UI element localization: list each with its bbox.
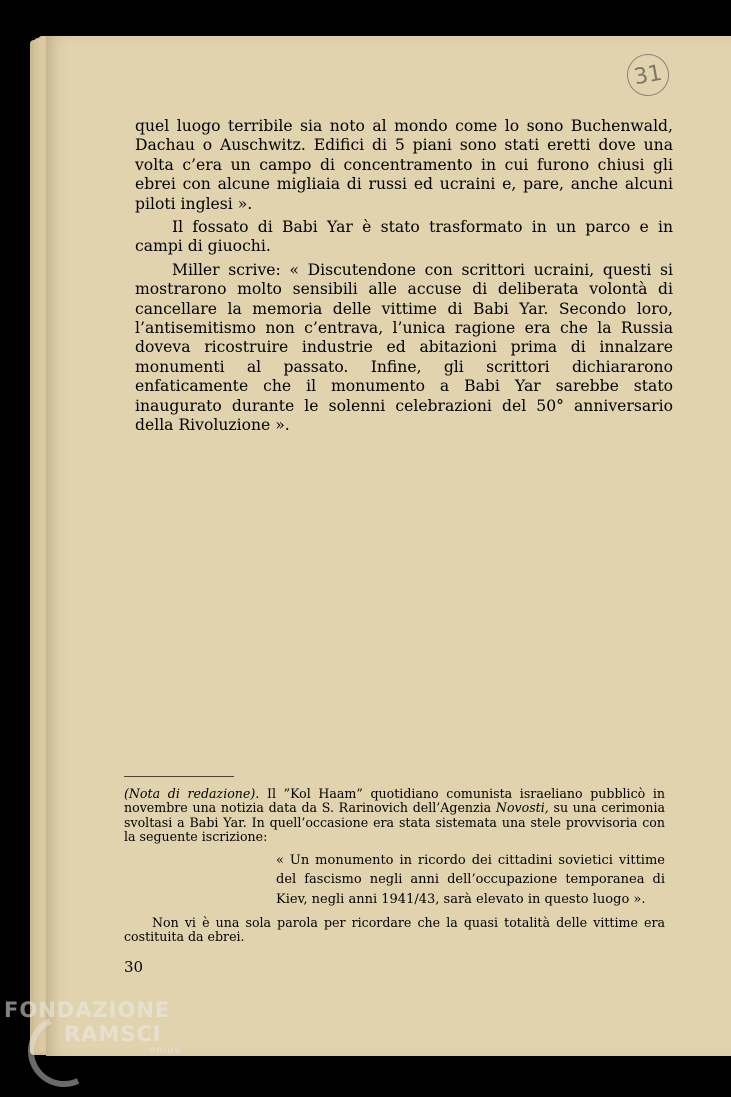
footnote: [124, 787, 665, 945]
watermark: [4, 998, 181, 1056]
body-text: [135, 117, 673, 436]
archive-stamp-number: 31: [624, 51, 673, 100]
footnote-label: (Nota di redazione).: [124, 786, 260, 801]
footnote-agency: Novosti,: [495, 800, 549, 816]
watermark-line: onlus: [149, 1045, 181, 1056]
footnote-text: su una cerimonia svoltasi a Babi Yar. In quell’occasione era stata sistemata una stele provvisoria con la seguente iscrizione:: [124, 800, 665, 845]
footnote-closing: Non vi è una sola parola per ricordare che la quasi totalità delle vittime era costituita da ebrei.: [124, 915, 665, 945]
watermark-line: RAMSCI: [64, 1022, 162, 1046]
footnote-paragraph: [124, 787, 665, 845]
footnote-quote: « Un monumento in ricordo dei cittadini sovietici vittime del fascismo negli anni dell’occupazione temporanea di Kiev, negli anni 1941/43, sarà elevato in questo luogo ».: [276, 852, 665, 908]
footnote-text: Il ”Kol Haam” quotidiano comunista israeliano pubblicò in novembre una notizia data da S. Rarinovich dell’Agenzia: [124, 786, 666, 816]
body-paragraph: Miller scrive: « Discutendone con scrittori ucraini, questi si mostrarono molto sensibili alle accuse di deliberata volontà di cancellare la memoria delle vittime di Babi Yar. Secondo loro, l’antisemitismo non c’entrava, l’unica ragione era che la Russia doveva ricostruire industrie ed abitazioni prima di innalzare monumenti al passato. Infine, gli scrittori dichiararono enfaticamente che il monumento a Babi Yar sarebbe stato inaugurato durante le solenni celebrazioni del 50° anniversario della Rivoluzione ».: [135, 260, 673, 435]
body-paragraph: quel luogo terribile sia noto al mondo come lo sono Buchenwald, Dachau o Auschwitz. Edifici di 5 piani sono stati eretti dove una volta c’era un campo di concentramento in cui furono chiusi gli ebrei con alcune migliaia di russi ed ucraini e, pare, anche alcuni piloti inglesi ».: [135, 117, 673, 213]
watermark-line: FONDAZIONE: [4, 998, 171, 1022]
footnote-divider: [124, 776, 234, 777]
page-number: 30: [124, 958, 144, 976]
body-paragraph: Il fossato di Babi Yar è stato trasformato in un parco e in campi di giuochi.: [135, 218, 673, 256]
